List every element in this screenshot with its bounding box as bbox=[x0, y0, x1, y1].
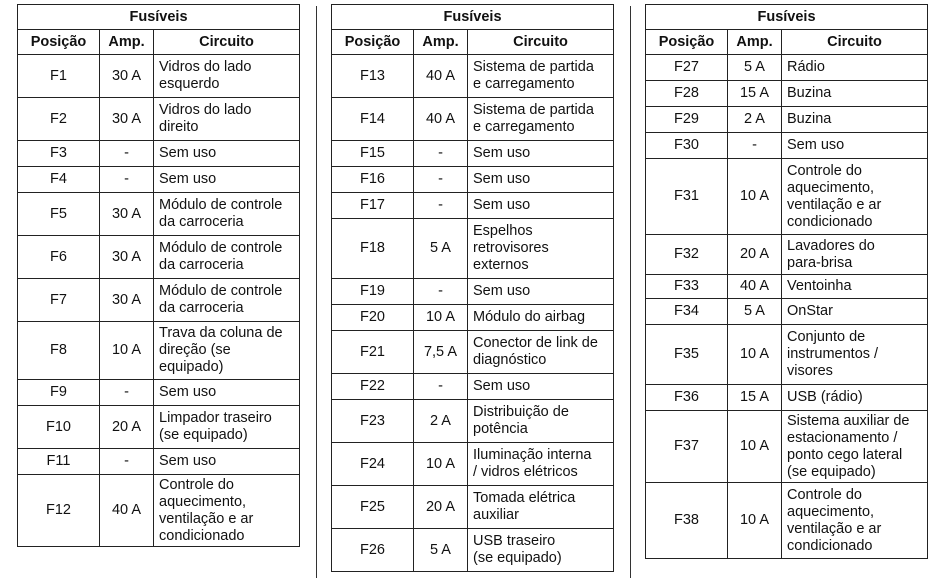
fuse-position: F24 bbox=[332, 443, 414, 486]
fuse-circuit bbox=[782, 325, 928, 385]
circuit-line: USB (rádio) bbox=[787, 389, 863, 405]
circuit-line: / vidros elétricos bbox=[473, 464, 578, 480]
circuit-line: Buzina bbox=[787, 111, 832, 127]
circuit-line: direito bbox=[159, 119, 199, 135]
fuse-position: F32 bbox=[646, 235, 728, 275]
circuit-line: Vidros do lado bbox=[159, 102, 252, 118]
fuse-circuit bbox=[154, 55, 300, 98]
circuit-line: ventilação e ar bbox=[159, 510, 254, 527]
fuse-circuit bbox=[154, 406, 300, 449]
table-row bbox=[332, 443, 614, 486]
circuit-line: (se equipado) bbox=[473, 550, 562, 566]
fuse-amperage: 10 A bbox=[414, 305, 468, 331]
fuse-position: F13 bbox=[332, 55, 414, 98]
fuse-rows bbox=[646, 55, 928, 559]
fuse-amperage: - bbox=[414, 141, 468, 167]
fuse-position: F16 bbox=[332, 167, 414, 193]
fuse-position: F15 bbox=[332, 141, 414, 167]
table-row bbox=[18, 279, 300, 322]
fuse-circuit bbox=[782, 299, 928, 325]
fuse-amperage: 40 A bbox=[414, 98, 468, 141]
circuit-line: potência bbox=[473, 421, 528, 437]
table-row bbox=[332, 98, 614, 141]
fuse-position: F20 bbox=[332, 305, 414, 331]
fuse-amperage: - bbox=[414, 374, 468, 400]
header-amp: Amp. bbox=[414, 30, 468, 55]
table-row bbox=[18, 449, 300, 475]
fuse-amperage: 5 A bbox=[728, 55, 782, 81]
circuit-line: Módulo de controle bbox=[159, 240, 283, 256]
circuit-line: Conjunto de bbox=[787, 329, 866, 345]
fuse-position: F38 bbox=[646, 483, 728, 559]
circuit-line: estacionamento / bbox=[787, 429, 898, 446]
table-row bbox=[332, 193, 614, 219]
table-title: Fusíveis bbox=[18, 5, 300, 30]
circuit-line: direção (se bbox=[159, 342, 231, 358]
circuit-line: Sem uso bbox=[159, 145, 217, 161]
circuit-line: condicionado bbox=[159, 527, 245, 544]
table-row bbox=[18, 193, 300, 236]
fuse-amperage: - bbox=[100, 167, 154, 193]
circuit-line: Sem uso bbox=[159, 453, 217, 469]
fuse-amperage: 30 A bbox=[100, 193, 154, 236]
table-row bbox=[646, 133, 928, 159]
fuse-position: F30 bbox=[646, 133, 728, 159]
fuse-circuit bbox=[154, 380, 300, 406]
fuse-amperage: 7,5 A bbox=[414, 331, 468, 374]
fuse-amperage: 30 A bbox=[100, 279, 154, 322]
fuse-circuit bbox=[468, 141, 614, 167]
fuse-position: F10 bbox=[18, 406, 100, 449]
fuse-position: F29 bbox=[646, 107, 728, 133]
fuse-amperage: 5 A bbox=[728, 299, 782, 325]
fuse-circuit bbox=[468, 305, 614, 331]
fuse-circuit bbox=[154, 167, 300, 193]
circuit-line: Módulo de controle bbox=[159, 197, 283, 213]
fuse-position: F17 bbox=[332, 193, 414, 219]
fuse-circuit bbox=[782, 159, 928, 235]
fuse-position: F35 bbox=[646, 325, 728, 385]
fuse-position: F12 bbox=[18, 475, 100, 547]
fuse-position: F36 bbox=[646, 385, 728, 411]
circuit-line: Espelhos bbox=[473, 223, 533, 239]
circuit-line: da carroceria bbox=[159, 300, 244, 316]
circuit-line: Sem uso bbox=[473, 378, 531, 394]
table-row bbox=[332, 486, 614, 529]
circuit-line: aquecimento, bbox=[159, 493, 247, 510]
fuse-position: F31 bbox=[646, 159, 728, 235]
fuse-position: F1 bbox=[18, 55, 100, 98]
circuit-line: Sem uso bbox=[473, 283, 531, 299]
fuse-circuit bbox=[154, 279, 300, 322]
fuse-amperage: 40 A bbox=[728, 275, 782, 299]
circuit-line: auxiliar bbox=[473, 507, 519, 523]
circuit-line: da carroceria bbox=[159, 214, 244, 230]
table-row bbox=[18, 322, 300, 380]
fuse-position: F6 bbox=[18, 236, 100, 279]
circuit-line: Controle do bbox=[787, 162, 862, 179]
fuse-table bbox=[645, 4, 928, 559]
circuit-line: Módulo do airbag bbox=[473, 309, 586, 325]
fuse-circuit bbox=[782, 81, 928, 107]
fuse-position: F37 bbox=[646, 411, 728, 483]
fuse-amperage: 40 A bbox=[414, 55, 468, 98]
table-row bbox=[18, 98, 300, 141]
fuse-position: F22 bbox=[332, 374, 414, 400]
fuse-amperage: 10 A bbox=[414, 443, 468, 486]
table-row bbox=[646, 385, 928, 411]
fuse-panel-1 bbox=[17, 4, 300, 547]
fuse-circuit bbox=[782, 411, 928, 483]
circuit-line: esquerdo bbox=[159, 76, 220, 92]
fuse-circuit bbox=[154, 98, 300, 141]
table-row bbox=[332, 305, 614, 331]
fuse-amperage: - bbox=[414, 167, 468, 193]
table-row bbox=[18, 236, 300, 279]
fuse-circuit bbox=[468, 443, 614, 486]
fuse-position: F14 bbox=[332, 98, 414, 141]
circuit-line: Distribuição de bbox=[473, 404, 569, 420]
table-row bbox=[18, 55, 300, 98]
fuse-position: F23 bbox=[332, 400, 414, 443]
fuse-amperage: - bbox=[728, 133, 782, 159]
table-row bbox=[332, 219, 614, 279]
circuit-line: equipado) bbox=[159, 359, 224, 375]
table-row bbox=[332, 279, 614, 305]
table-row bbox=[332, 331, 614, 374]
fuse-amperage: 2 A bbox=[728, 107, 782, 133]
fuse-position: F25 bbox=[332, 486, 414, 529]
fuse-amperage: 40 A bbox=[100, 475, 154, 547]
fuse-amperage: 20 A bbox=[728, 235, 782, 275]
table-row bbox=[646, 55, 928, 81]
circuit-line: Trava da coluna de bbox=[159, 325, 283, 341]
circuit-line: Ventoinha bbox=[787, 278, 852, 294]
fuse-position: F7 bbox=[18, 279, 100, 322]
fuse-circuit bbox=[468, 331, 614, 374]
fuse-circuit bbox=[782, 107, 928, 133]
circuit-line: condicionado bbox=[787, 213, 873, 230]
header-amp: Amp. bbox=[100, 30, 154, 55]
column-separator bbox=[316, 6, 317, 578]
table-row bbox=[332, 400, 614, 443]
fuse-position: F26 bbox=[332, 529, 414, 572]
fuse-amperage: - bbox=[100, 449, 154, 475]
fuse-rows bbox=[332, 55, 614, 572]
fuse-circuit bbox=[468, 98, 614, 141]
table-row bbox=[646, 275, 928, 299]
circuit-line: Módulo de controle bbox=[159, 283, 283, 299]
circuit-line: visores bbox=[787, 363, 833, 379]
table-row bbox=[18, 406, 300, 449]
table-row bbox=[646, 325, 928, 385]
fuse-position: F19 bbox=[332, 279, 414, 305]
circuit-line: Sem uso bbox=[787, 137, 845, 153]
fuse-circuit bbox=[782, 235, 928, 275]
fuse-amperage: 30 A bbox=[100, 55, 154, 98]
circuit-line: e carregamento bbox=[473, 76, 575, 92]
fuse-rows bbox=[18, 55, 300, 547]
circuit-line: Buzina bbox=[787, 85, 832, 101]
circuit-line: USB traseiro bbox=[473, 533, 556, 549]
fuse-circuit bbox=[154, 475, 300, 547]
circuit-line: aquecimento, bbox=[787, 503, 875, 520]
fuse-position: F3 bbox=[18, 141, 100, 167]
circuit-line: Controle do bbox=[159, 476, 234, 493]
fuse-amperage: 30 A bbox=[100, 98, 154, 141]
circuit-line: externos bbox=[473, 257, 529, 273]
table-row bbox=[646, 299, 928, 325]
circuit-line: ponto cego lateral bbox=[787, 446, 903, 463]
circuit-line: (se equipado) bbox=[159, 427, 248, 443]
fuse-circuit bbox=[782, 55, 928, 81]
header-circuit: Circuito bbox=[154, 30, 300, 55]
fuse-circuit bbox=[154, 193, 300, 236]
header-circuit: Circuito bbox=[782, 30, 928, 55]
table-row bbox=[18, 141, 300, 167]
fuse-position: F5 bbox=[18, 193, 100, 236]
fuse-circuit bbox=[468, 529, 614, 572]
fuse-amperage: 2 A bbox=[414, 400, 468, 443]
fuse-amperage: 10 A bbox=[728, 483, 782, 559]
circuit-line: ventilação e ar bbox=[787, 520, 882, 537]
fuse-amperage: 5 A bbox=[414, 529, 468, 572]
fuse-circuit bbox=[468, 279, 614, 305]
circuit-line: para-brisa bbox=[787, 254, 853, 271]
table-row bbox=[646, 411, 928, 483]
fuse-amperage: 10 A bbox=[728, 411, 782, 483]
fuse-position: F28 bbox=[646, 81, 728, 107]
circuit-line: Rádio bbox=[787, 59, 825, 75]
fuse-position: F9 bbox=[18, 380, 100, 406]
fuse-position: F2 bbox=[18, 98, 100, 141]
fuse-position: F33 bbox=[646, 275, 728, 299]
fuse-amperage: - bbox=[100, 141, 154, 167]
column-separator bbox=[630, 6, 631, 578]
table-row bbox=[646, 235, 928, 275]
circuit-line: Sem uso bbox=[473, 171, 531, 187]
header-position: Posição bbox=[18, 30, 100, 55]
table-row bbox=[332, 529, 614, 572]
circuit-line: Sistema de partida bbox=[473, 59, 594, 75]
fuse-circuit bbox=[154, 449, 300, 475]
header-position: Posição bbox=[646, 30, 728, 55]
circuit-line: OnStar bbox=[787, 303, 833, 319]
fuse-position: F11 bbox=[18, 449, 100, 475]
fuse-position: F18 bbox=[332, 219, 414, 279]
header-amp: Amp. bbox=[728, 30, 782, 55]
table-row bbox=[646, 81, 928, 107]
table-row bbox=[332, 141, 614, 167]
fuse-panel-3 bbox=[645, 4, 928, 559]
table-row bbox=[332, 167, 614, 193]
fuse-amperage: 30 A bbox=[100, 236, 154, 279]
circuit-line: diagnóstico bbox=[473, 352, 547, 368]
circuit-line: Sistema de partida bbox=[473, 102, 594, 118]
fuse-circuit bbox=[468, 219, 614, 279]
fuse-circuit bbox=[154, 141, 300, 167]
circuit-line: condicionado bbox=[787, 537, 873, 554]
table-row bbox=[646, 159, 928, 235]
table-row bbox=[646, 107, 928, 133]
table-row bbox=[18, 380, 300, 406]
circuit-line: Vidros do lado bbox=[159, 59, 252, 75]
circuit-line: Limpador traseiro bbox=[159, 410, 272, 426]
fuse-amperage: 15 A bbox=[728, 385, 782, 411]
circuit-line: da carroceria bbox=[159, 257, 244, 273]
circuit-line: Lavadores do bbox=[787, 237, 875, 254]
fuse-circuit bbox=[468, 167, 614, 193]
fuse-position: F21 bbox=[332, 331, 414, 374]
circuit-line: Sem uso bbox=[159, 171, 217, 187]
fuse-amperage: 15 A bbox=[728, 81, 782, 107]
circuit-line: Tomada elétrica bbox=[473, 490, 576, 506]
circuit-line: e carregamento bbox=[473, 119, 575, 135]
fuse-amperage: 5 A bbox=[414, 219, 468, 279]
fuse-amperage: 10 A bbox=[728, 325, 782, 385]
fuse-amperage: - bbox=[414, 193, 468, 219]
table-row bbox=[646, 483, 928, 559]
table-row bbox=[332, 374, 614, 400]
fuse-panel-2 bbox=[331, 4, 614, 572]
fuse-position: F34 bbox=[646, 299, 728, 325]
fuse-amperage: - bbox=[414, 279, 468, 305]
fuse-amperage: 10 A bbox=[728, 159, 782, 235]
fuse-position: F8 bbox=[18, 322, 100, 380]
fuse-position: F4 bbox=[18, 167, 100, 193]
circuit-line: Iluminação interna bbox=[473, 447, 592, 463]
circuit-line: (se equipado) bbox=[787, 463, 876, 480]
fuse-amperage: - bbox=[100, 380, 154, 406]
circuit-line: retrovisores bbox=[473, 240, 549, 256]
fuse-circuit bbox=[782, 483, 928, 559]
circuit-line: Controle do bbox=[787, 486, 862, 503]
table-row bbox=[332, 55, 614, 98]
fuse-circuit bbox=[468, 400, 614, 443]
fuse-circuit bbox=[468, 374, 614, 400]
fuse-circuit bbox=[468, 486, 614, 529]
fuse-table bbox=[17, 4, 300, 547]
circuit-line: Sem uso bbox=[473, 197, 531, 213]
fuse-circuit bbox=[782, 275, 928, 299]
header-circuit: Circuito bbox=[468, 30, 614, 55]
fuse-circuit bbox=[782, 385, 928, 411]
fuse-amperage: 20 A bbox=[100, 406, 154, 449]
circuit-line: Conector de link de bbox=[473, 335, 598, 351]
fuse-circuit bbox=[468, 193, 614, 219]
circuit-line: aquecimento, bbox=[787, 179, 875, 196]
table-title: Fusíveis bbox=[646, 5, 928, 30]
header-position: Posição bbox=[332, 30, 414, 55]
circuit-line: instrumentos / bbox=[787, 346, 879, 362]
circuit-line: Sem uso bbox=[159, 384, 217, 400]
circuit-line: Sistema auxiliar de bbox=[787, 412, 910, 429]
fuse-circuit bbox=[154, 322, 300, 380]
fuse-table bbox=[331, 4, 614, 572]
table-row bbox=[18, 475, 300, 547]
fuse-circuit bbox=[154, 236, 300, 279]
fuse-amperage: 20 A bbox=[414, 486, 468, 529]
table-title: Fusíveis bbox=[332, 5, 614, 30]
fuse-circuit bbox=[468, 55, 614, 98]
fuse-amperage: 10 A bbox=[100, 322, 154, 380]
fuse-position: F27 bbox=[646, 55, 728, 81]
circuit-line: ventilação e ar bbox=[787, 196, 882, 213]
fuse-circuit bbox=[782, 133, 928, 159]
table-row bbox=[18, 167, 300, 193]
circuit-line: Sem uso bbox=[473, 145, 531, 161]
